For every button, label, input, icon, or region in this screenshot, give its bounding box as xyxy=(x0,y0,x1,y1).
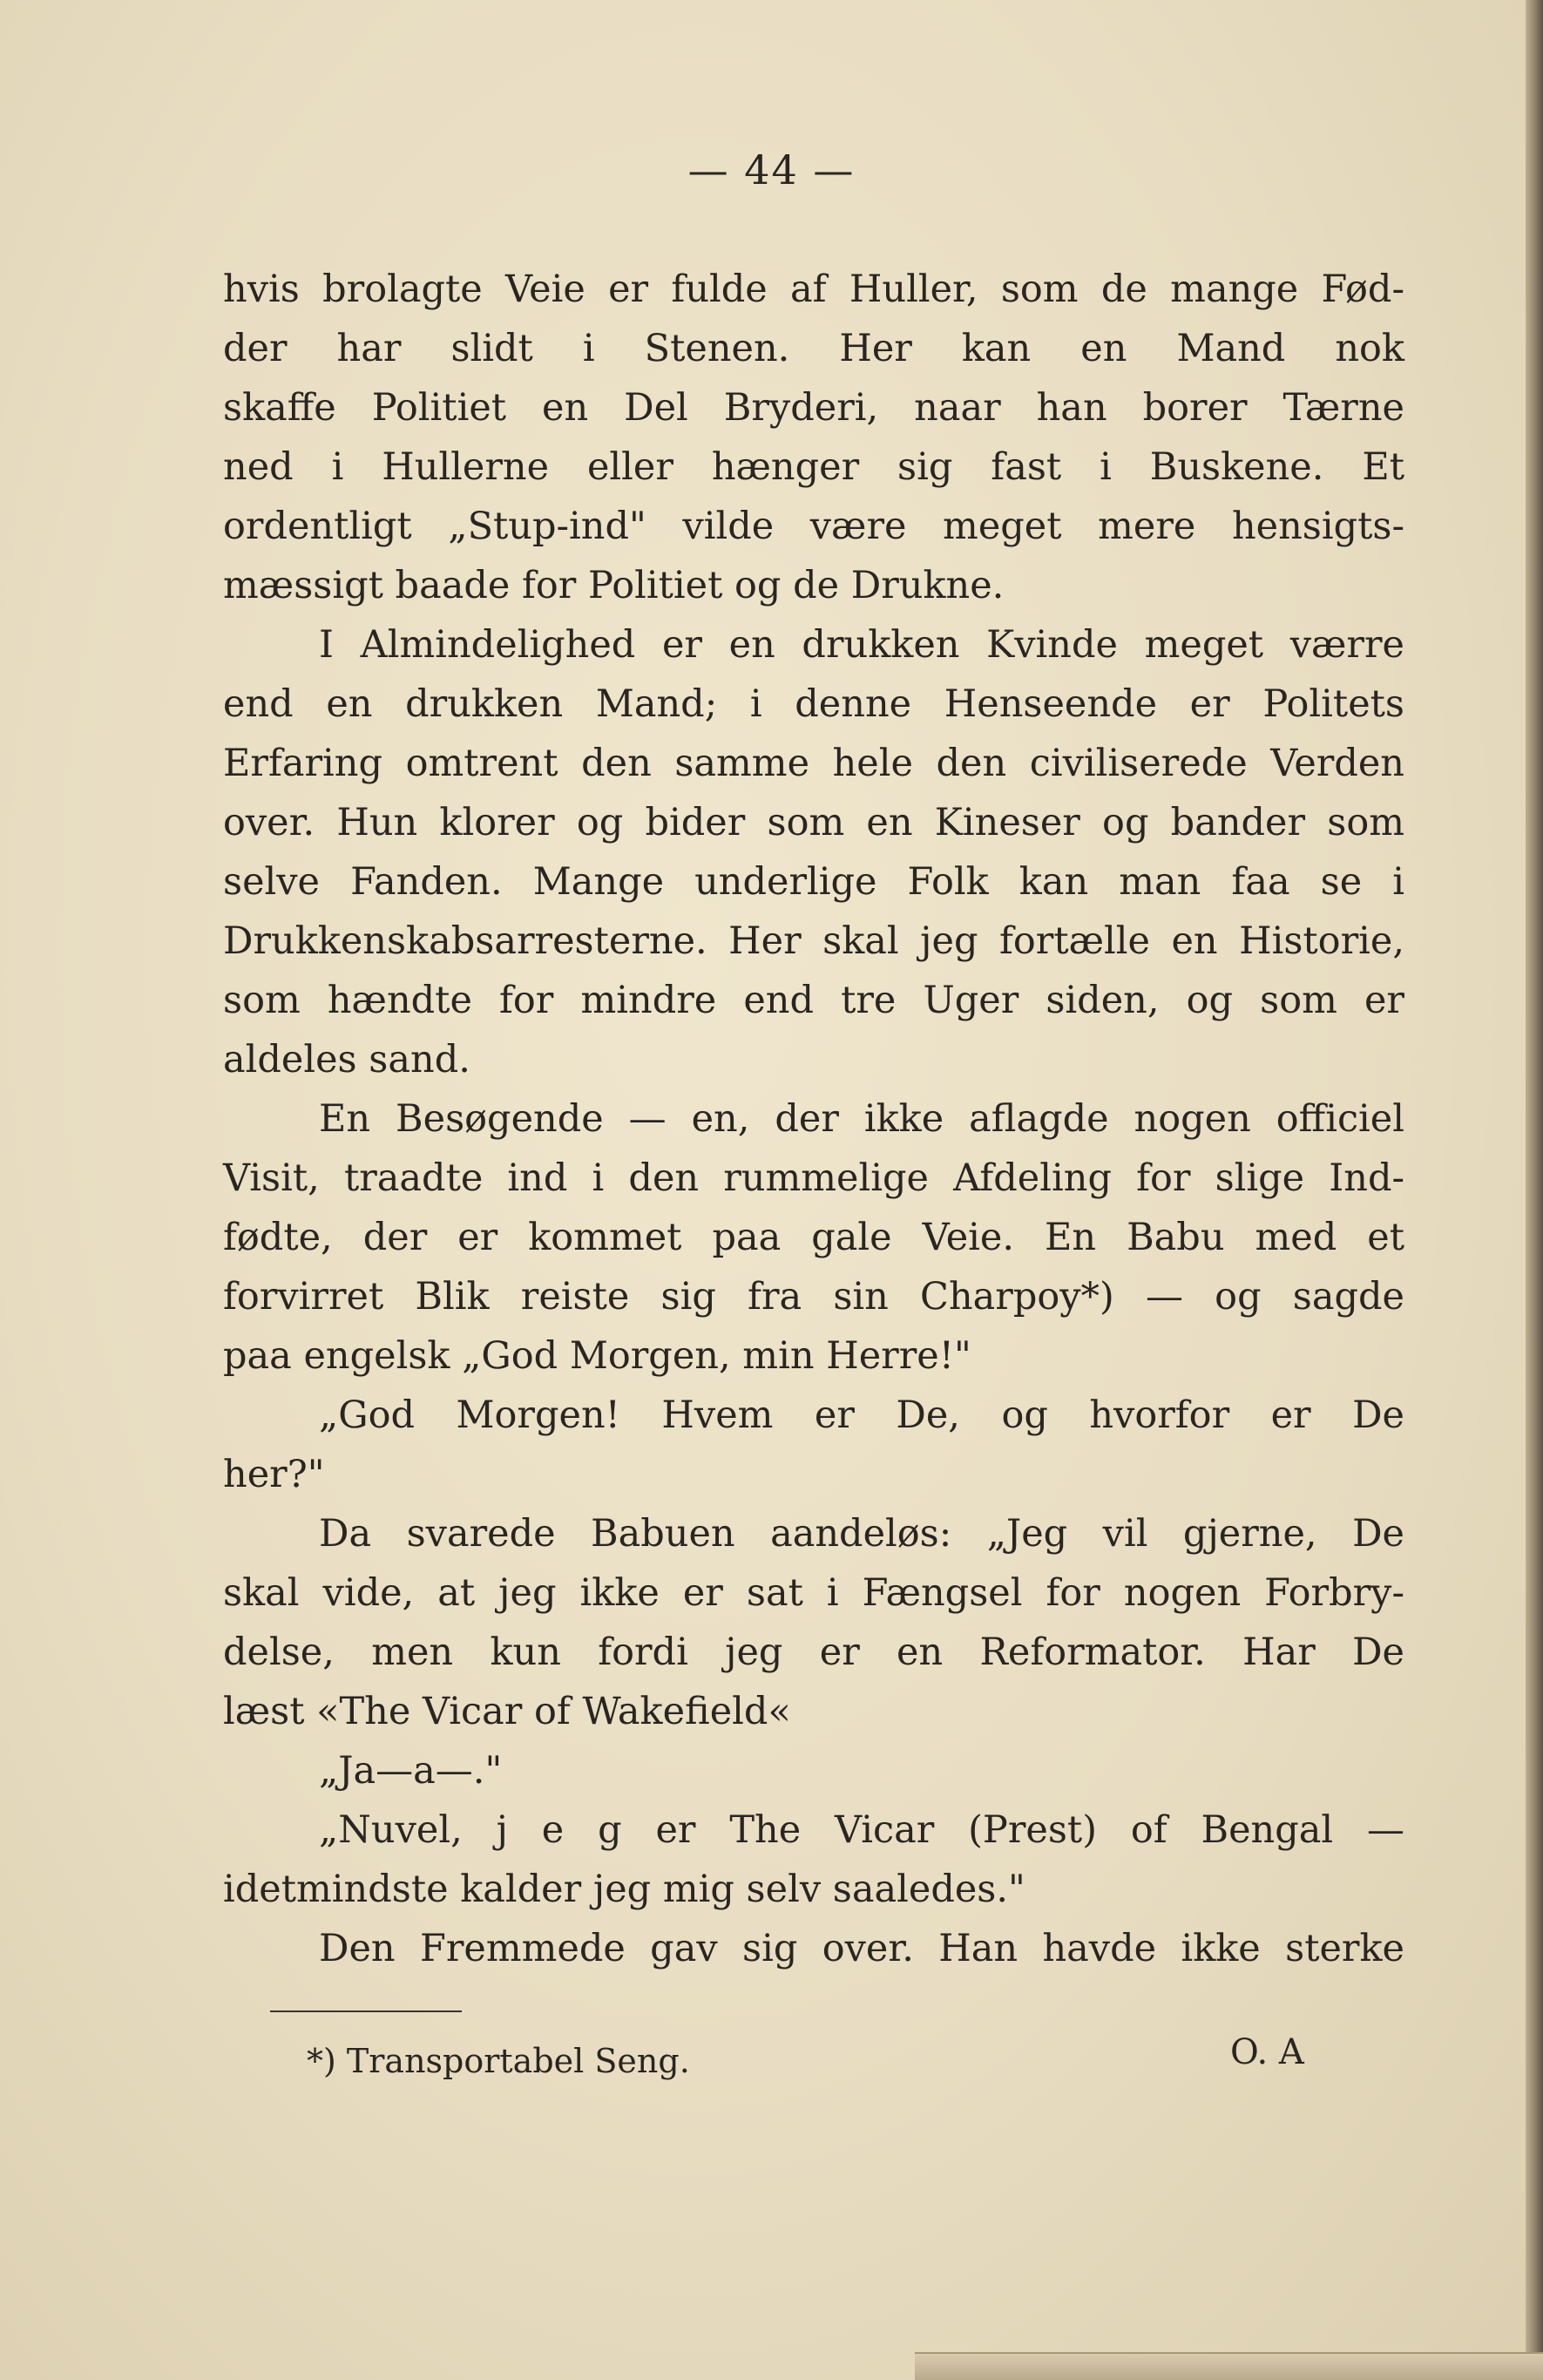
text-line: Drukkenskabsarresterne. Her skal jeg fortælle en Historie, xyxy=(223,919,1404,963)
text-line: mæssigt baade for Politiet og de Drukne. xyxy=(223,564,1005,607)
text-line: En Besøgende — en, der ikke aflagde nogen officiel xyxy=(319,1097,1404,1141)
text-line: end en drukken Mand; i denne Henseende er Politets xyxy=(223,682,1404,726)
body-text xyxy=(223,260,1404,1978)
text-line: her?" xyxy=(223,1453,325,1496)
footnote: *) Transportabel Seng. xyxy=(307,2042,690,2080)
text-line: „God Morgen! Hvem er De, og hvorfor er De xyxy=(319,1393,1404,1437)
text-line: skaffe Politiet en Del Bryderi, naar han borer Tærne xyxy=(223,386,1404,430)
text-line: ordentligt „Stup-ind" vilde være meget mere hensigts- xyxy=(223,505,1404,548)
text-line: Erfaring omtrent den samme hele den civiliserede Verden xyxy=(223,742,1404,785)
text-line: aldeles sand. xyxy=(223,1038,470,1082)
text-line: ned i Hullerne eller hænger sig fast i Buskene. Et xyxy=(223,445,1404,489)
text-line: hvis brolagte Veie er fulde af Huller, som de mange Fød- xyxy=(223,268,1404,311)
footnote-rule xyxy=(270,2010,462,2012)
text-line: fødte, der er kommet paa gale Veie. En Babu med et xyxy=(223,1216,1404,1259)
text-line: Visit, traadte ind i den rummelige Afdeling for slige Ind- xyxy=(223,1156,1404,1200)
text-line: som hændte for mindre end tre Uger siden, og som er xyxy=(223,979,1404,1022)
text-line: forvirret Blik reiste sig fra sin Charpoy*) — og sagde xyxy=(223,1275,1404,1319)
page-number: — 44 — xyxy=(687,146,856,193)
page-edge-right xyxy=(1526,0,1543,2380)
text-line: Da svarede Babuen aandeløs: „Jeg vil gjerne, De xyxy=(319,1512,1404,1556)
text-line: over. Hun klorer og bider som en Kineser og bander som xyxy=(223,801,1404,844)
text-line: selve Fanden. Mange underlige Folk kan man faa se i xyxy=(223,860,1404,904)
text-line: „Nuvel, j e g er The Vicar (Prest) of Bengal — xyxy=(319,1808,1404,1852)
printer-signature: O. A xyxy=(1230,2032,1304,2072)
text-line: Den Fremmede gav sig over. Han havde ikke sterke xyxy=(319,1927,1404,1970)
page-edge-bottom xyxy=(915,2352,1543,2380)
text-line: I Almindelighed er en drukken Kvinde meget værre xyxy=(319,623,1404,667)
text-line: idetmindste kalder jeg mig selv saaledes." xyxy=(223,1868,1025,1911)
text-line: læst «The Vicar of Wakefield« xyxy=(223,1690,791,1733)
text-line: der har slidt i Stenen. Her kan en Mand nok xyxy=(223,327,1404,370)
text-line: skal vide, at jeg ikke er sat i Fængsel for nogen Forbry- xyxy=(223,1571,1404,1615)
text-line: paa engelsk „God Morgen, min Herre!" xyxy=(223,1334,971,1378)
text-line: delse, men kun fordi jeg er en Reformator. Har De xyxy=(223,1631,1404,1674)
text-line: „Ja—a—." xyxy=(319,1749,503,1793)
